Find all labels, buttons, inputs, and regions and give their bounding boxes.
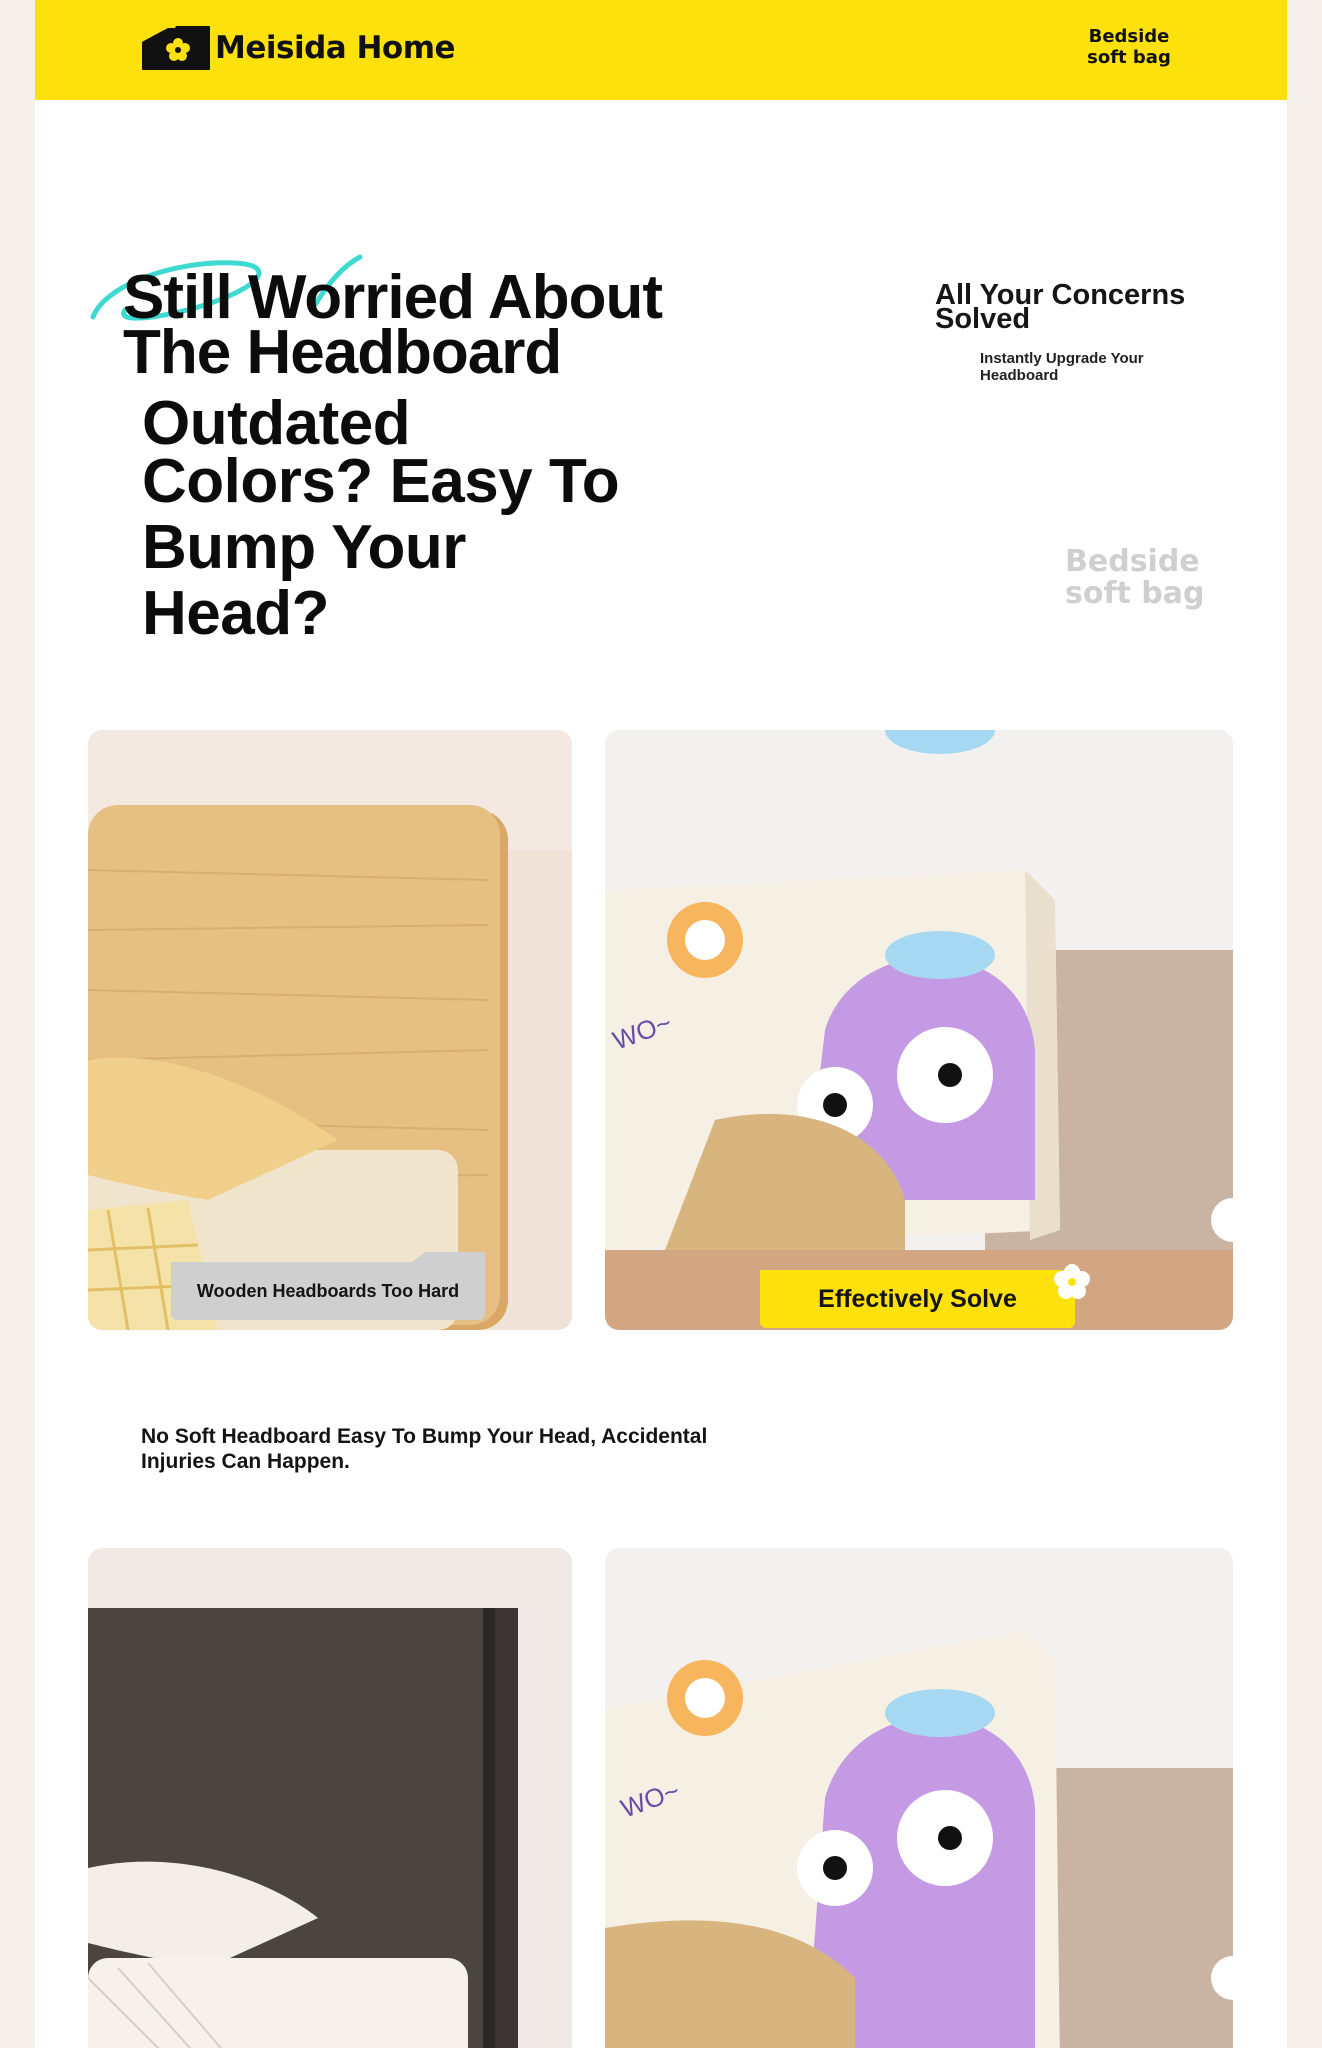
- faint-tag-line1: Bedside: [1065, 544, 1200, 579]
- product-page: [35, 0, 1287, 2048]
- header-tag-line2: soft bag: [1087, 47, 1171, 68]
- subhead-line2: Colors? Easy To: [142, 447, 620, 516]
- soft-pillow-image-2: [605, 1548, 1233, 2048]
- soft-pillow-image: [605, 730, 1233, 1330]
- header-product-tag: [1079, 26, 1179, 68]
- headline-line1: Still Worried About: [123, 263, 662, 332]
- faint-product-tag: [1065, 546, 1225, 610]
- hero-headline: [123, 263, 703, 387]
- brand-name[interactable]: Meisida Home: [215, 30, 456, 66]
- flower-icon: [1050, 1260, 1094, 1304]
- house-flower-icon: [140, 26, 212, 70]
- pillow-text: WO~: [608, 1006, 676, 1056]
- comparison-description: No Soft Headboard Easy To Bump Your Head, Accidental Injuries Can Happen.: [141, 1425, 708, 1473]
- hero-subheadline: [142, 389, 652, 648]
- wooden-headboard-image: [88, 730, 572, 1330]
- effectively-solve-label: Effectively Solve: [760, 1270, 1075, 1328]
- dark-headboard-image: [88, 1548, 572, 2048]
- wooden-headboard-label: Wooden Headboards Too Hard: [171, 1262, 485, 1320]
- header-bar: [35, 0, 1287, 100]
- subhead-line3: Bump Your: [142, 513, 466, 582]
- header-tag-line1: Bedside: [1088, 26, 1170, 47]
- faint-tag-line2: soft bag: [1065, 576, 1205, 611]
- subhead-line4: Head?: [142, 579, 329, 648]
- concerns-title: All Your Concerns Solved: [935, 279, 1186, 335]
- concerns-subtitle: Instantly Upgrade Your Headboard: [980, 350, 1144, 384]
- subhead-line1: Outdated: [142, 389, 411, 458]
- headline-line2: The Headboard: [123, 318, 562, 387]
- pillow-text-2: WO~: [616, 1774, 684, 1824]
